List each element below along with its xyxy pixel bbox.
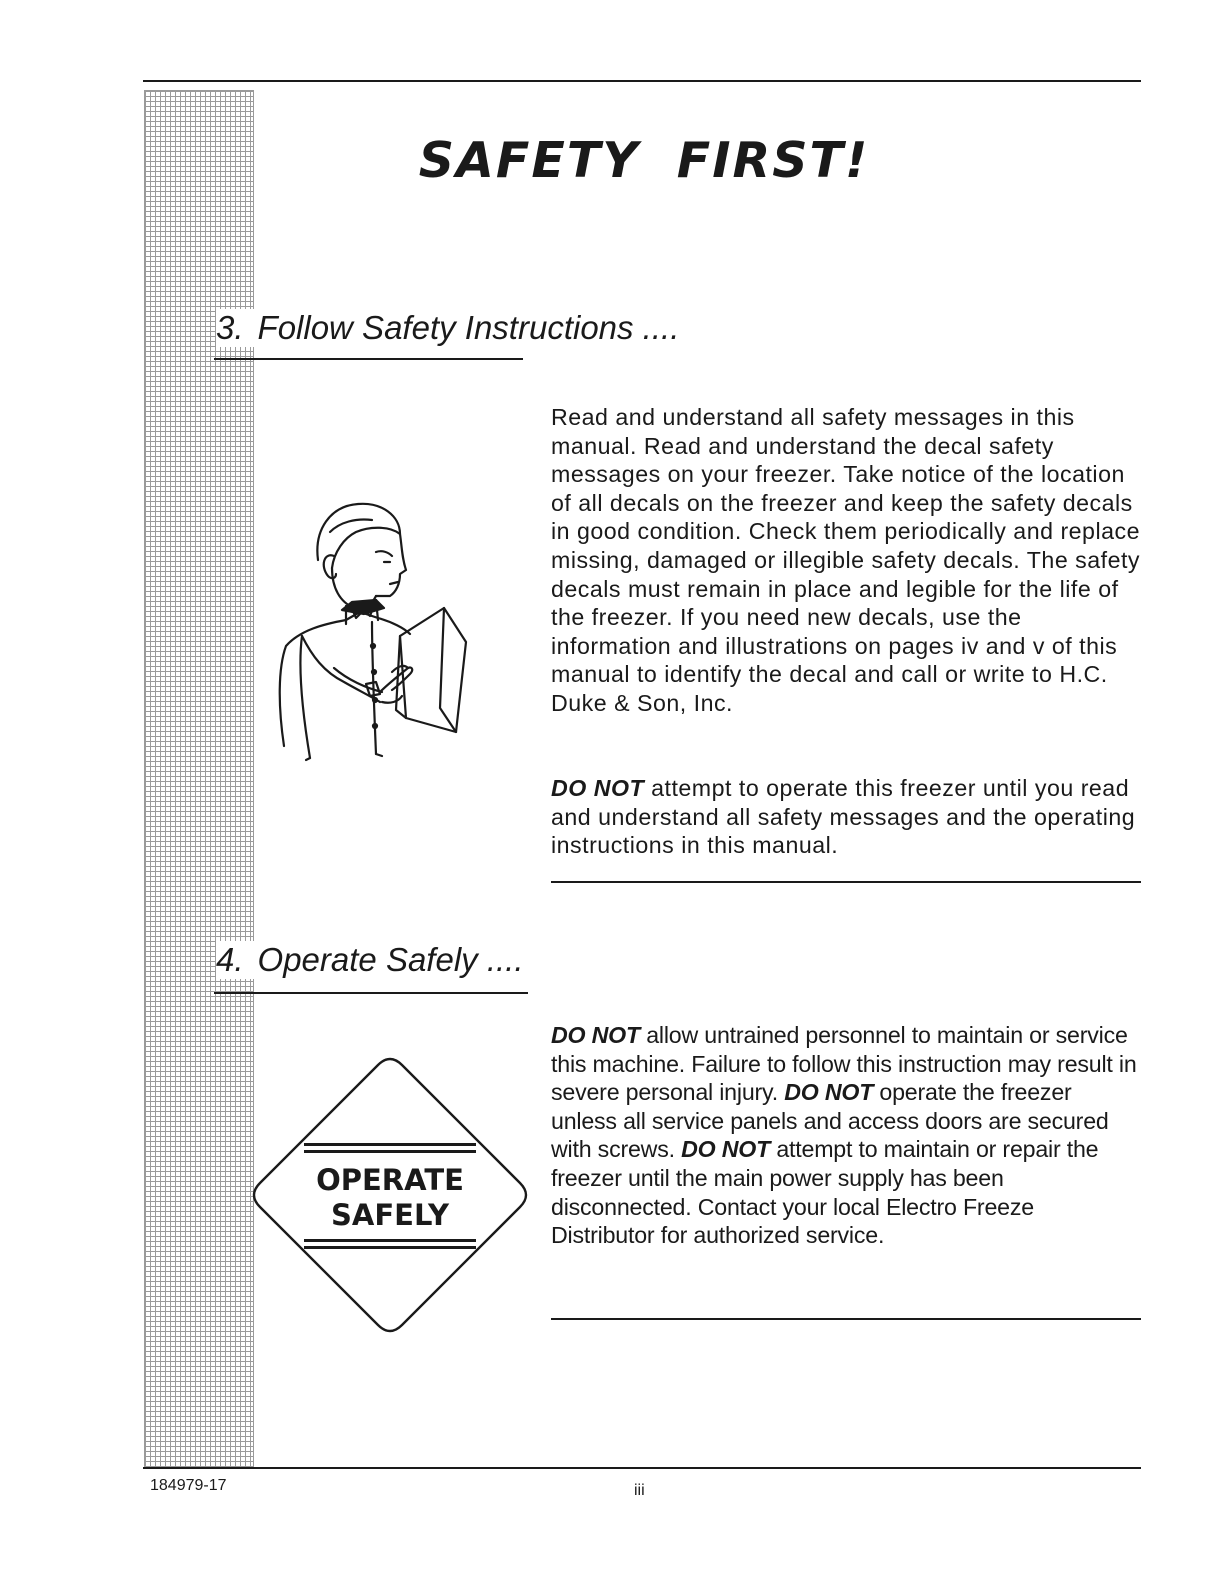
operate-safely-sign-icon <box>250 1055 530 1335</box>
do-not-emphasis-3: DO NOT <box>681 1136 771 1163</box>
section-4-heading <box>216 941 528 979</box>
grid-margin-strip <box>144 90 254 1468</box>
section-4-heading-rule <box>214 992 528 994</box>
do-not-emphasis-2: DO NOT <box>784 1079 874 1106</box>
section-3-title: Follow Safety Instructions .... <box>257 309 680 346</box>
section-3-paragraph-2-text: attempt to operate this freezer until you read and understand all safety messages and the operating instructions in this manual. <box>551 775 1136 859</box>
top-rule <box>143 80 1141 82</box>
section-3-heading-rule <box>214 358 523 360</box>
do-not-emphasis: DO NOT <box>551 775 645 801</box>
section-3-number: 3. <box>216 309 244 346</box>
bottom-rule <box>143 1467 1141 1469</box>
section-4-number: 4. <box>216 941 244 978</box>
section-4-end-rule <box>551 1318 1141 1320</box>
man-reading-manual-icon <box>272 496 472 766</box>
page-title: SAFETY FIRST! <box>418 132 870 189</box>
section-4-text-3: attempt to maintain or repair the freezer until the main power supply has been disconnected. Contact your local Electro Freeze Distributor for authorized service. <box>551 1136 1099 1249</box>
document-number: 184979-17 <box>150 1477 227 1494</box>
page-number: iii <box>634 1482 645 1499</box>
sign-line-2: SAFELY <box>331 1198 449 1232</box>
sign-line-1: OPERATE <box>316 1163 464 1197</box>
section-4-paragraph <box>551 1021 1141 1250</box>
section-4-title: Operate Safely .... <box>257 941 524 978</box>
section-4-text-1: allow untrained personnel to maintain or service this machine. Failure to follow this instruction may result in severe personal injury. <box>551 1022 1137 1106</box>
do-not-emphasis-1: DO NOT <box>551 1022 640 1048</box>
section-3-heading <box>216 309 683 347</box>
section-3-paragraph-1: Read and understand all safety messages in this manual. Read and understand the decal safety messages on your freezer. Take notice of the location of all decals on the freezer and keep the safety decals in good condition. Check them periodically and replace missing, damaged or illegible safety decals. The safety decals must remain in place and legible for the life of the freezer. If you need new decals, use the information and illustrations on pages iv and v of this manual to identify the decal and call or write to H.C. Duke & Son, Inc. <box>551 404 1141 716</box>
section-3-paragraph-2 <box>551 774 1141 860</box>
section-3-end-rule <box>551 881 1141 883</box>
section-4-text-2: operate the freezer unless all service panels and access doors are secured with screws. <box>551 1079 1109 1163</box>
